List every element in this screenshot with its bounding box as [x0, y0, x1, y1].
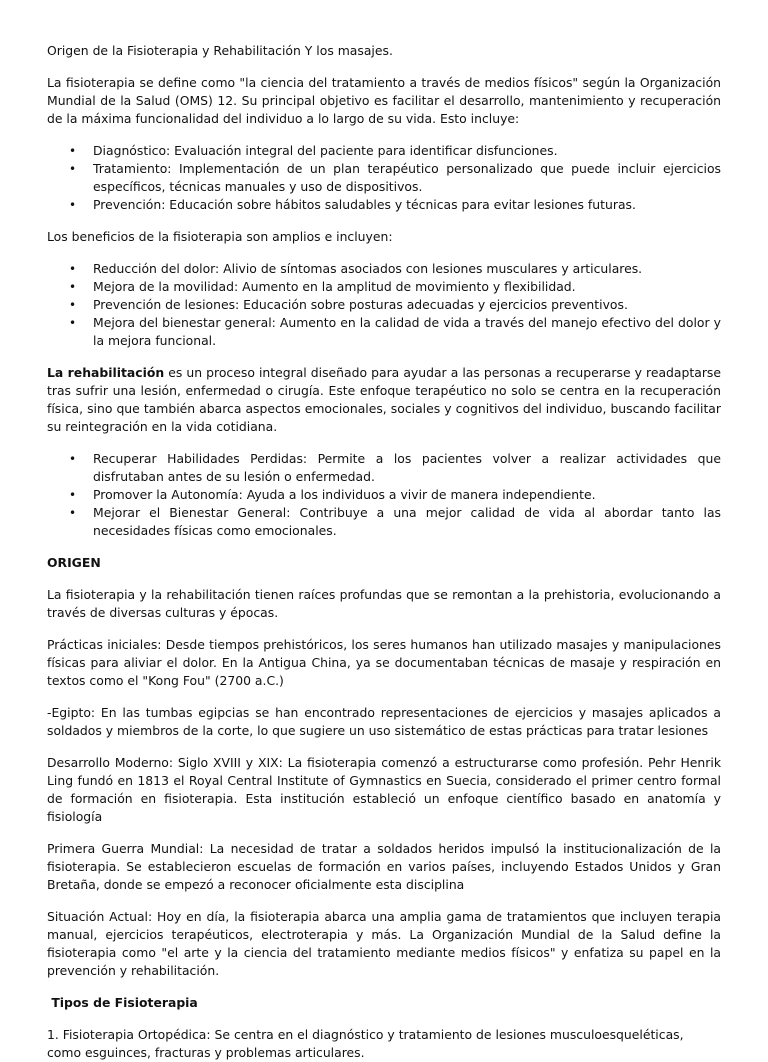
- document-title: Origen de la Fisioterapia y Rehabilitación Y los masajes.: [47, 43, 393, 58]
- list-item: • Mejorar el Bienestar General: Contribuye a una mejor calidad de vida al abordar tanto las necesidades físicas como emocionales.: [69, 505, 721, 538]
- bullet-icon: •: [69, 298, 77, 312]
- bullet-icon: •: [69, 488, 77, 502]
- bullet-icon: •: [69, 506, 77, 520]
- rehabilitation-paragraph: [47, 364, 721, 436]
- bullet-icon: •: [69, 162, 77, 176]
- wwi-paragraph: Primera Guerra Mundial: La necesidad de tratar a soldados heridos impulsó la institucionalización de la fisioterapia. Se establecieron escuelas de formación en varios países, incluyendo Estados Unidos y Gran Bretaña, donde se empezó a reconocer oficialmente esta disciplina: [47, 841, 721, 892]
- bullet-icon: •: [69, 144, 77, 158]
- benefits-list: [47, 260, 721, 350]
- bullet-icon: •: [69, 316, 77, 330]
- modern-paragraph: Desarrollo Moderno: Siglo XVIII y XIX: La fisioterapia comenzó a estructurarse como profesión. Pehr Henrik Ling fundó en 1813 el Royal Central Institute of Gymnastics en Suecia, considerado el primer centro formal de formación en fisioterapia. Esta institución estableció un enfoque científico basado en anatomía y fisiología: [47, 755, 721, 824]
- types-heading: Tipos de Fisioterapia: [47, 995, 198, 1010]
- bullet-icon: •: [69, 452, 77, 466]
- origin-intro: La fisioterapia y la rehabilitación tienen raíces profundas que se remontan a la prehistoria, evolucionando a través de diversas culturas y épocas.: [47, 587, 721, 620]
- rehabilitation-term: La rehabilitación: [47, 365, 165, 380]
- includes-list: [47, 142, 721, 214]
- list-item: • Recuperar Habilidades Perdidas: Permite a los pacientes volver a realizar actividades que disfrutaban antes de su lesión o enfermedad.: [69, 451, 721, 484]
- list-item: • Reducción del dolor: Alivio de síntomas asociados con lesiones musculares y articulares.: [69, 261, 643, 276]
- list-item: • Mejora del bienestar general: Aumento en la calidad de vida a través del manejo efectivo del dolor y la mejora funcional.: [69, 315, 721, 348]
- list-item: • Promover la Autonomía: Ayuda a los individuos a vivir de manera independiente.: [69, 487, 596, 502]
- bullet-icon: •: [69, 280, 77, 294]
- rehabilitation-text: es un proceso integral diseñado para ayudar a las personas a recuperarse y readaptarse tras sufrir una lesión, enfermedad o cirugía. Este enfoque terapéutico no solo se centra en la recuperación física, sino que también abarca aspectos emocionales, sociales y cognitivos del individuo, buscando facilitar su reintegración en la vida cotidiana.: [47, 365, 722, 434]
- document-body: [47, 42, 721, 1062]
- list-item: • Mejora de la movilidad: Aumento en la amplitud de movimiento y flexibilidad.: [69, 279, 576, 294]
- practices-paragraph: Prácticas iniciales: Desde tiempos prehistóricos, los seres humanos han utilizado masajes y manipulaciones físicas para aliviar el dolor. En la Antigua China, ya se documentaban técnicas de masaje y respiración en textos como el "Kong Fou" (2700 a.C.): [47, 637, 721, 688]
- benefits-intro: Los beneficios de la fisioterapia son amplios e incluyen:: [47, 229, 393, 244]
- origin-heading: ORIGEN: [47, 555, 101, 570]
- type-1-paragraph: 1. Fisioterapia Ortopédica: Se centra en el diagnóstico y tratamiento de lesiones musculoesqueléticas, como esguinces, fracturas y problemas articulares.: [47, 1027, 684, 1060]
- bullet-icon: •: [69, 262, 77, 276]
- current-paragraph: Situación Actual: Hoy en día, la fisioterapia abarca una amplia gama de tratamientos que incluyen terapia manual, ejercicios terapéuticos, electroterapia y más. La Organización Mundial de la Salud define la fisioterapia como "el arte y la ciencia del tratamiento mediante medios físicos" y enfatiza su papel en la prevención y rehabilitación.: [47, 909, 721, 978]
- intro-paragraph: La fisioterapia se define como "la ciencia del tratamiento a través de medios físicos" según la Organización Mundial de la Salud (OMS) 12. Su principal objetivo es facilitar el desarrollo, mantenimiento y recuperación de la máxima funcionalidad del individuo a lo largo de su vida. Esto incluye:: [47, 75, 721, 126]
- bullet-icon: •: [69, 198, 77, 212]
- rehab-goals-list: [47, 450, 721, 540]
- list-item: • Prevención: Educación sobre hábitos saludables y técnicas para evitar lesiones futuras.: [69, 197, 636, 212]
- egypt-paragraph: -Egipto: En las tumbas egipcias se han encontrado representaciones de ejercicios y masajes aplicados a soldados y miembros de la corte, lo que sugiere un uso sistemático de estas prácticas para tratar lesiones: [47, 705, 721, 738]
- list-item: • Prevención de lesiones: Educación sobre posturas adecuadas y ejercicios preventivos.: [69, 297, 628, 312]
- list-item: • Diagnóstico: Evaluación integral del paciente para identificar disfunciones.: [69, 143, 558, 158]
- list-item: • Tratamiento: Implementación de un plan terapéutico personalizado que puede incluir ejercicios específicos, técnicas manuales y uso de dispositivos.: [69, 161, 721, 194]
